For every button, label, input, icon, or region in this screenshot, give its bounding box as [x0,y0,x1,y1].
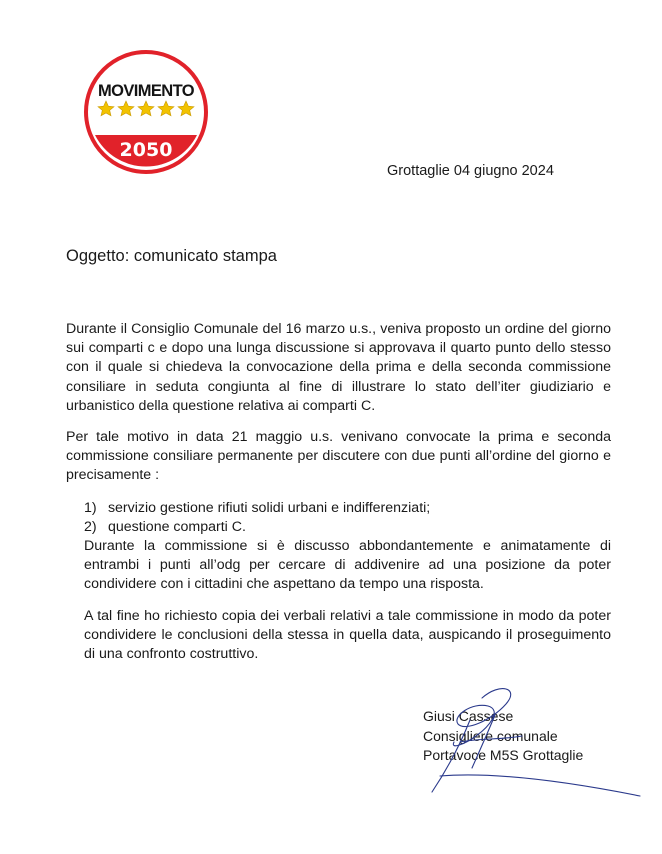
paragraph-3: Durante la commissione si è discusso abbondantemente e animatamente di entrambi i punti all’odg per cercare di addivenire ad una posizione da poter condividere con i cittadini che aspettano da tempo una risposta. [84,538,611,593]
list-number: 2) [84,518,97,535]
letter-body [66,320,611,664]
logo-word: MOVIMENTO [97,82,195,100]
signer-title: Portavoce M5S Grottaglie [423,747,584,763]
signature-block [423,707,583,766]
list-text: questione comparti C. [107,518,246,535]
logo-year: 2050 [119,139,173,161]
letter-date: Grottaglie 04 giugno 2024 [387,163,554,179]
paragraph-4: A tal fine ho richiesto copia dei verbali relativi a tale commissione in modo da poter condividere le conclusioni della stessa in quella data, auspicando il proseguimento di una confronto costruttivo. [84,607,611,663]
list-number: 1) [84,499,97,516]
signer-role: Consigliere comunale [423,727,558,744]
list-item [66,499,611,518]
letter-subject: Oggetto: comunicato stampa [66,247,277,265]
signer-name: Giusi Cassese [423,708,514,724]
movimento-2050-logo [84,50,208,174]
paragraph-1: Durante il Consiglio Comunale del 16 marzo u.s., veniva proposto un ordine del giorno sui comparti c e dopo una lunga discussione si approvava il quarto punto dello stesso con il quale si chiedeva la convocazione della prima e della seconda commissione consiliare in seduta congiunta al fine di illustrare lo stato dell’iter giudiziario e urbanistico della questione relativa ai comparti C. [66,321,611,414]
list-text: servizio gestione rifiuti solidi urbani e indifferenziati; [107,499,431,516]
list-item [66,518,611,537]
paragraph-2: Per tale motivo in data 21 maggio u.s. venivano convocate la prima e seconda commissione consiliare permanente per discutere con due punti all’ordine del giorno e precisamente : [66,429,611,484]
